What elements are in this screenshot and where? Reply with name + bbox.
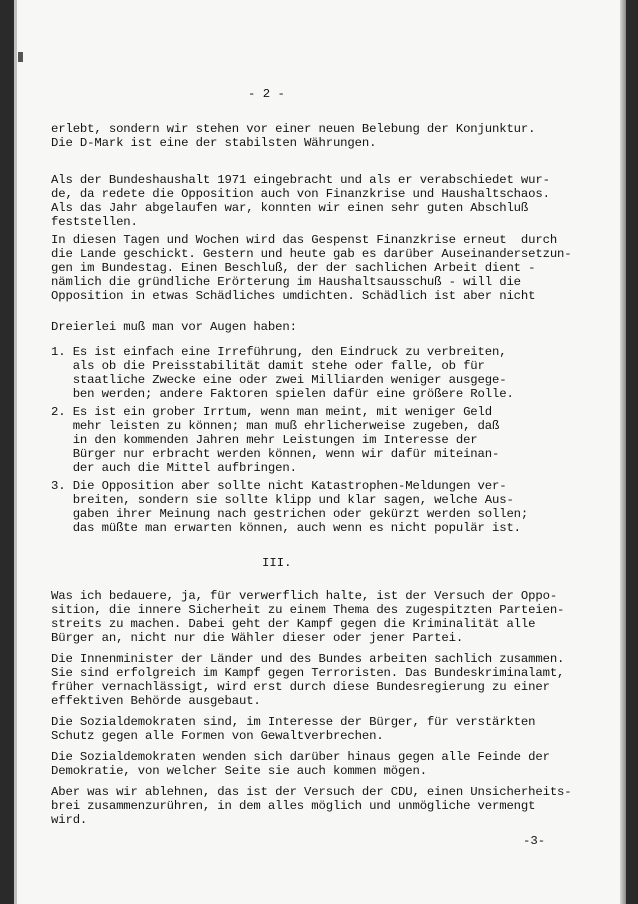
- text-line: sition, die innere Sicherheit zu einem Thema des zugespitzten Parteien-: [51, 603, 565, 617]
- punch-mark: [18, 52, 23, 62]
- page-right-edge: [620, 0, 626, 904]
- text-line: das müßte man erwarten können, auch wenn es nicht populär ist.: [51, 521, 521, 535]
- text-line: Die Innenminister der Länder und des Bundes arbeiten sachlich zusammen.: [51, 652, 565, 666]
- text-line: wird.: [51, 813, 88, 827]
- next-page-marker: -3-: [523, 834, 546, 848]
- section-heading: III.: [262, 556, 292, 570]
- text-line: früher vernachlässigt, wird erst durch diese Bundesregierung zu einer: [51, 680, 550, 694]
- text-line: der auch die Mittel aufbringen.: [51, 461, 297, 475]
- text-line: Bürger nur erbracht werden können, wenn wir dafür miteinan-: [51, 447, 500, 461]
- text-line: brei zusammenzurühren, in dem alles möglich und unmögliche vermengt: [51, 799, 536, 813]
- text-line: Als der Bundeshaushalt 1971 eingebracht und als er verabschiedet wur-: [51, 173, 550, 187]
- text-line: Demokratie, von welcher Seite sie auch kommen mögen.: [51, 764, 427, 778]
- paragraph-dreierlei: Dreierlei muß man vor Augen haben:: [51, 320, 297, 334]
- text-line: nämlich die gründliche Erörterung im Haushaltsausschuß - will die: [51, 275, 521, 289]
- text-line: feststellen.: [51, 215, 138, 229]
- text-line: Opposition in etwas Schädliches umdichten. Schädlich ist aber nicht: [51, 289, 536, 303]
- text-line: 1. Es ist einfach eine Irreführung, den Eindruck zu verbreiten,: [51, 345, 507, 359]
- text-line: Schutz gegen alle Formen von Gewaltverbrechen.: [51, 729, 384, 743]
- text-line: als ob die Preisstabilität damit stehe oder falle, ob für: [51, 359, 485, 373]
- text-line: ben werden; andere Faktoren spielen dafür eine größere Rolle.: [51, 387, 514, 401]
- document-page: [14, 0, 626, 904]
- text-line: effektiven Behörde ausgebaut.: [51, 694, 261, 708]
- text-line: Sie sind erfolgreich im Kampf gegen Terroristen. Das Bundeskriminalamt,: [51, 666, 565, 680]
- page-number: - 2 -: [248, 87, 285, 101]
- text-line: gaben ihrer Meinung nach gestrichen oder gekürzt werden sollen;: [51, 507, 529, 521]
- text-line: gen im Bundestag. Einen Beschluß, der der sachlichen Arbeit dient -: [51, 261, 536, 275]
- text-line: streits zu machen. Dabei geht der Kampf gegen die Kriminalität alle: [51, 617, 536, 631]
- text-line: de, da redete die Opposition auch von Finanzkrise und Haushaltschaos.: [51, 187, 550, 201]
- text-line: Die Sozialdemokraten wenden sich darüber hinaus gegen alle Feinde der: [51, 750, 550, 764]
- text-line: erlebt, sondern wir stehen vor einer neuen Belebung der Konjunktur.: [51, 122, 536, 136]
- text-line: mehr leisten zu können; man muß ehrlicherweise zugeben, daß: [51, 419, 500, 433]
- text-line: Die Sozialdemokraten sind, im Interesse der Bürger, für verstärkten: [51, 715, 536, 729]
- text-line: Was ich bedauere, ja, für verwerflich halte, ist der Versuch der Oppo-: [51, 589, 558, 603]
- page-left-edge: [14, 0, 17, 904]
- text-line: In diesen Tagen und Wochen wird das Gespenst Finanzkrise erneut durch: [51, 233, 558, 247]
- text-line: Als das Jahr abgelaufen war, konnten wir einen sehr guten Abschluß: [51, 201, 529, 215]
- text-line: die Lande geschickt. Gestern und heute gab es darüber Auseinandersetzun-: [51, 247, 572, 261]
- text-line: breiten, sondern sie sollte klipp und klar sagen, welche Aus-: [51, 493, 514, 507]
- text-line: staatliche Zwecke eine oder zwei Milliarden weniger ausgege-: [51, 373, 507, 387]
- text-line: Bürger an, nicht nur die Wähler dieser oder jener Partei.: [51, 631, 464, 645]
- text-line: 2. Es ist ein grober Irrtum, wenn man meint, mit weniger Geld: [51, 405, 492, 419]
- text-line: Aber was wir ablehnen, das ist der Versuch der CDU, einen Unsicherheits-: [51, 785, 572, 799]
- text-line: in den kommenden Jahren mehr Leistungen im Interesse der: [51, 433, 478, 447]
- text-line: 3. Die Opposition aber sollte nicht Katastrophen-Meldungen ver-: [51, 479, 507, 493]
- text-line: Die D-Mark ist eine der stabilsten Währungen.: [51, 136, 377, 150]
